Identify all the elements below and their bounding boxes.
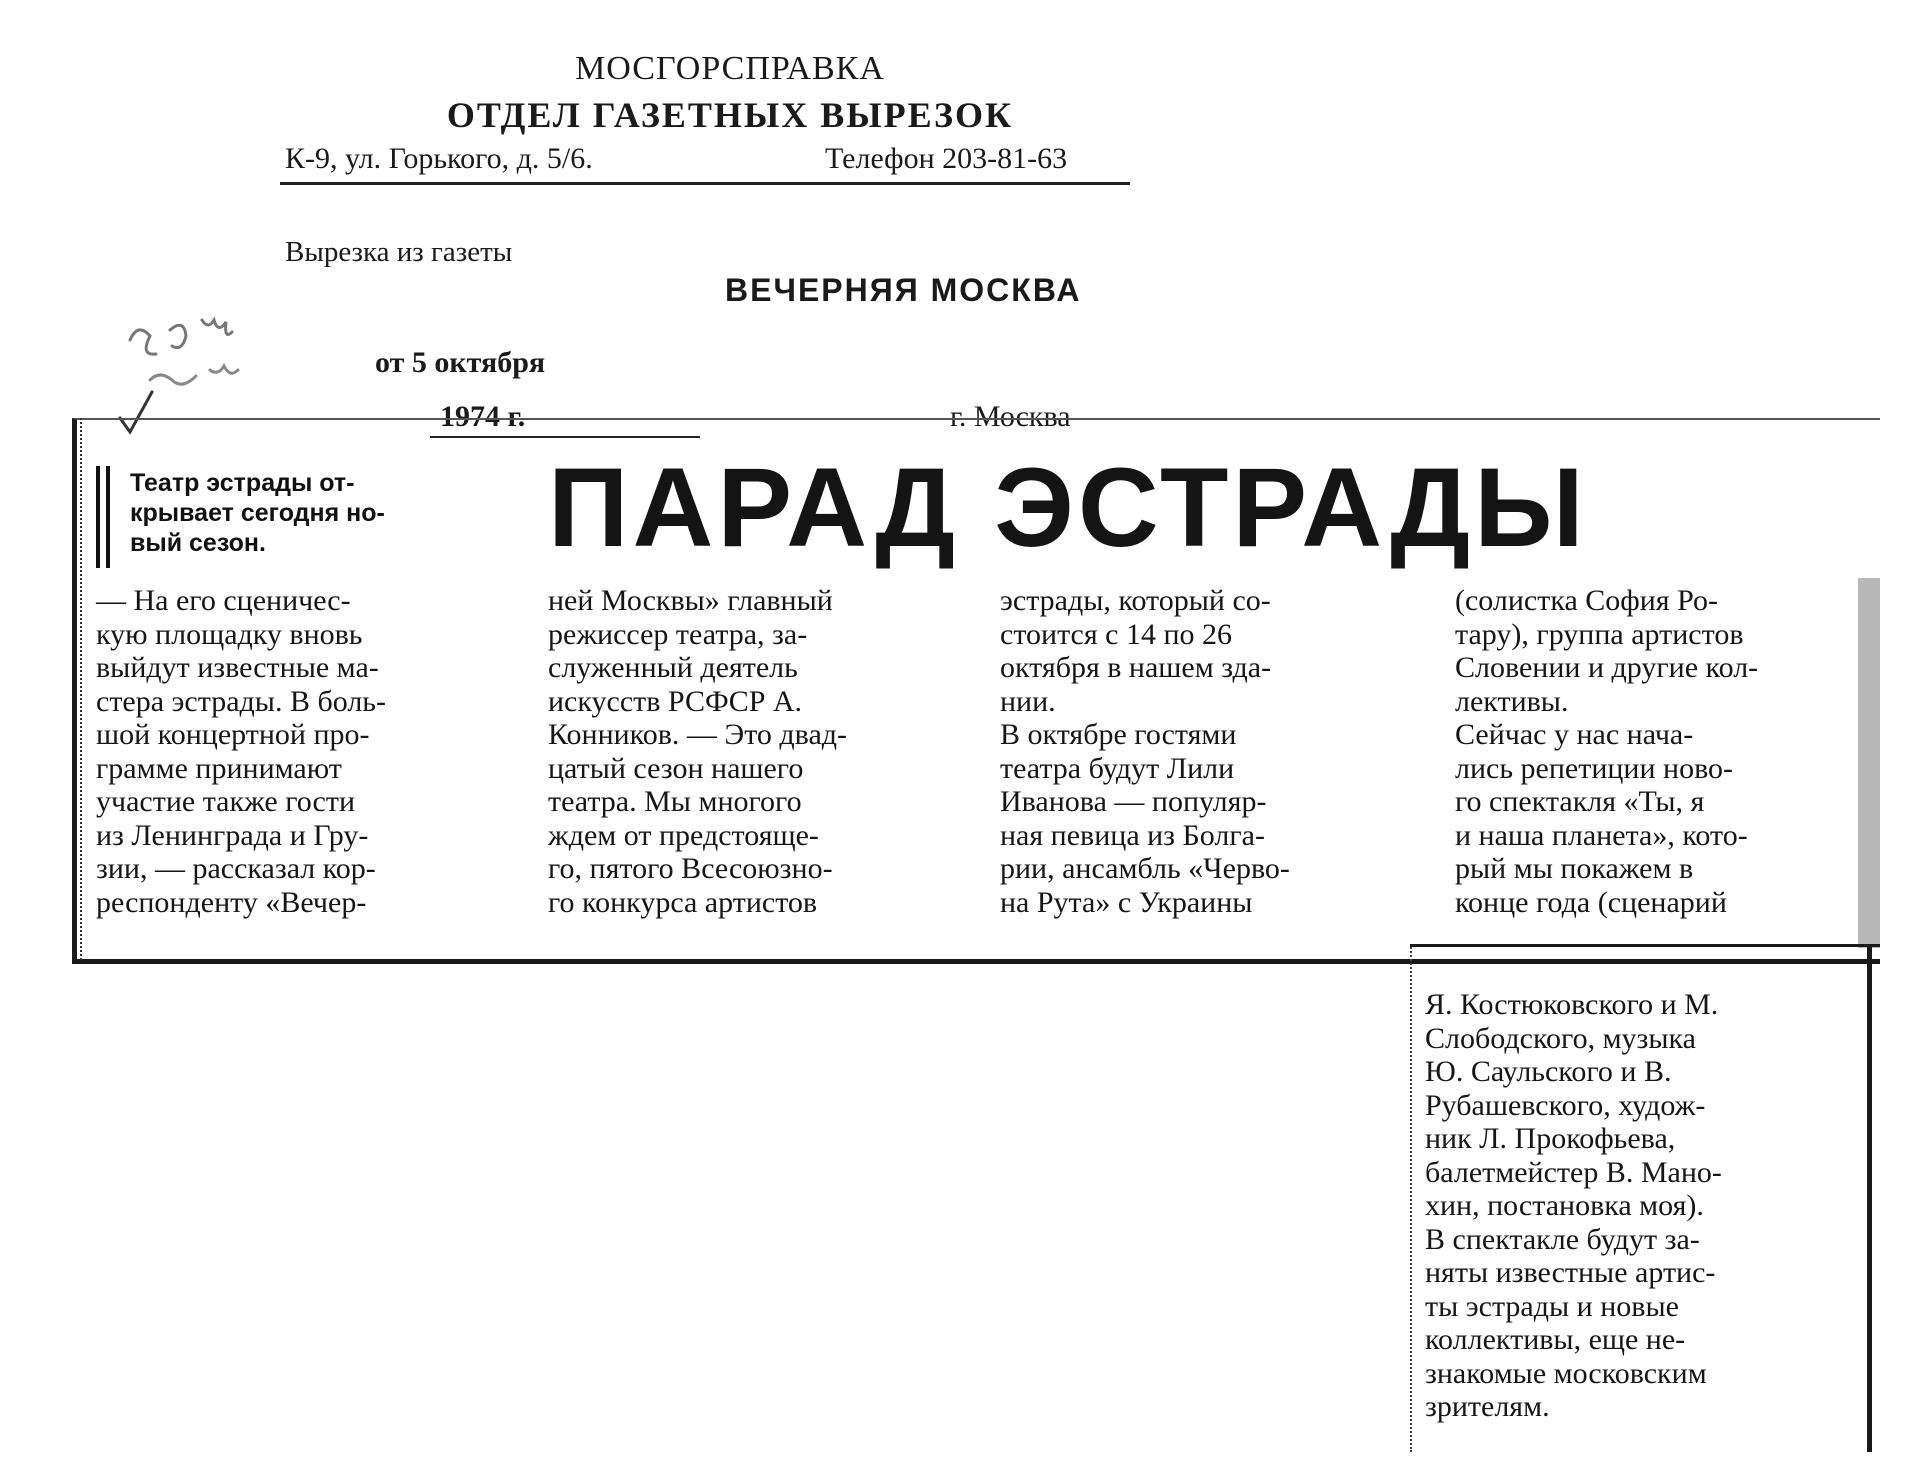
issue-date: от 5 октября [375,346,546,379]
department-name: ОТДЕЛ ГАЗЕТНЫХ ВЫРЕЗОК [446,95,1014,135]
article-column: — На его сценичес- кую площадку вновь выйдут известные ма- стера эстрады. В боль- шой концертной про- грамме принимают участие также гости из Ленинграда и Гру- зии, — рассказал кор- респонденту «Вечер- [96,584,386,919]
newspaper-name: ВЕЧЕРНЯЯ МОСКВА [725,272,1082,308]
lead-marker-bars [96,466,110,568]
article-headline: ПАРАД ЭСТРАДЫ [548,445,1588,570]
article-column: (солистка София Ро- тару), группа артистов Словении и другие кол- лективы. Сейчас у нас нача- лись репетиции ново- го спектакля «Ты, я и наша планета», кото- рый мы покажем в конце года (сценарий [1455,584,1759,919]
issue-year: 1974 г. [440,400,526,433]
issue-city: г. Москва [950,400,1071,433]
clipping-source-label: Вырезка из газеты [285,236,513,268]
address-text: К-9, ул. Горького, д. 5/6. [285,142,593,175]
article-column: эстрады, который со- стоится с 14 по 26 октября в нашем зда- нии. В октябре гостями театра будут Лили Иванова — популяр- ная певица из Болга- рии, ансамбль «Черво- на Рута» с Украины [1000,584,1290,919]
continuation-top-rule [1410,944,1880,947]
article-column: ней Москвы» главный режиссер театра, за- служенный деятель искусств РСФСР А. Конников. — Это двад- цатый сезон нашего театра. Мы многого ждем от предстояще- го, пятого Всесоюзно- го конкурса артистов [548,584,848,919]
phone-text: Телефон 203-81-63 [825,142,1068,175]
clipping-frame-dotted-edge [80,418,84,960]
organization-name: МОСГОРСПРАВКА [575,50,885,87]
article-lead: Театр эстрады от- крывает сегодня но- вый сезон. [130,469,385,557]
header-divider [280,182,1130,185]
article-column-continuation: Я. Костюковского и М. Слободского, музыка Ю. Саульского и В. Рубашевского, худож- ник Л. Прокофьева, балетмейстер В. Мано- хин, постановка моя). В спектакле будут за- няты известные артис- ты эстрады и новые коллективы, еще не- знакомые московским зрителям. [1425,988,1722,1423]
